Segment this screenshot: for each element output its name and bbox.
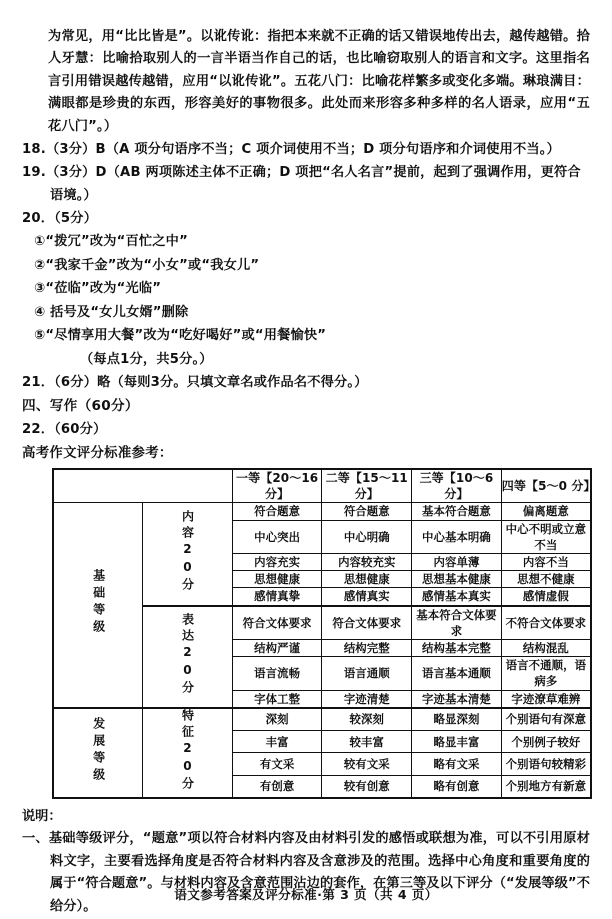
question-20-header: 20．（5分）: [22, 211, 98, 227]
table-header-row: [53, 469, 591, 503]
table-cell: 中心不明或立意不当: [501, 520, 591, 553]
table-cell: 内容较充实: [322, 554, 412, 571]
table-cell: 语言基本通顺: [412, 657, 502, 690]
table-cell: 思想基本健康: [412, 571, 502, 588]
group-label-development-text: 发展等级: [91, 716, 106, 785]
table-cell: 字迹基本清楚: [412, 690, 502, 708]
table-cell: 符合题意: [322, 503, 412, 520]
question-21: 21．（6分）略（每则3分。只填文章名或作品名不得分。）: [22, 375, 368, 391]
question-20-item-5: ⑤“尽情享用大餐”改为“吃好喝好”或“用餐愉快”: [34, 328, 327, 344]
table-cell: 较有创意: [322, 775, 412, 798]
table-cell: 基本符合题意: [412, 503, 502, 520]
question-20-note: （每点1分，共5分。）: [80, 351, 213, 367]
table-cell: 结构严谨: [232, 640, 322, 657]
table-cell: 感情虚假: [501, 588, 591, 606]
table-cell: 感情基本真实: [412, 588, 502, 606]
group-label-basic-text: 基础等级: [91, 569, 106, 638]
table-cell: 深刻: [232, 708, 322, 731]
table-cell: 略有文采: [412, 753, 502, 775]
table-cell: 有创意: [232, 775, 322, 798]
answer-19: [22, 161, 590, 207]
table-cell: 内容不当: [501, 554, 591, 571]
section-4-title: 四、写作（60分）: [22, 398, 139, 415]
table-col-header-3: 三等【10～6 分】: [412, 469, 502, 503]
table-cell: 偏离题意: [501, 503, 591, 520]
answer-19-number: 19.: [22, 165, 46, 181]
table-row: [53, 708, 591, 731]
table-cell: 符合题意: [232, 503, 322, 520]
table-cell: 中心明确: [322, 520, 412, 553]
table-cell: 略显深刻: [412, 708, 502, 731]
answer-18-score: （3分）: [45, 142, 96, 158]
answer-18-number: 18.: [22, 142, 46, 158]
table-cell: 符合文体要求: [232, 606, 322, 640]
table-cell: 个别地方有新意: [501, 775, 591, 798]
table-cell: 略显丰富: [412, 731, 502, 753]
table-cell: 个别语句有深意: [501, 708, 591, 731]
table-cell: 个别语句较精彩: [501, 753, 591, 775]
table-cell: 结构完整: [322, 640, 412, 657]
scoring-table-caption: 高考作文评分标准参考：: [22, 446, 173, 462]
table-cell: 结构基本完整: [412, 640, 502, 657]
passage-continuation: 为常见，用“比比皆是”。以讹传讹：指把本来就不正确的话又错误地传出去，越传越错。拾人牙慧：比喻拾取别人的一言半语当作自己的话，也比喻窃取别人的语言和文字。这里指名言引用错误越传越错，应用“以讹传讹”。五花八门：比喻花样繁多或变化多端。琳琅满目：满眼都是珍贵的东西，形容美好的事物很多。此处而来形容多种多样的名人语录，应用“五花八门”。）: [48, 29, 590, 134]
dimension-label-feature-text: 特征20分: [180, 708, 195, 793]
table-cell: 基本符合文体要求: [412, 606, 502, 640]
answer-19-text: D（AB 两项陈述主体不正确；D 项把“名人名言”提前，起到了强调作用，更符合语境。）: [50, 165, 581, 204]
question-20-item-3: ③“莅临”改为“光临”: [34, 281, 162, 297]
question-22-header: 22．（60分）: [22, 422, 107, 438]
table-cell: 字迹清楚: [322, 690, 412, 708]
scoring-table: [52, 468, 596, 799]
group-label-development: [53, 708, 143, 798]
table-cell: 内容单薄: [412, 554, 502, 571]
dimension-label-content: [143, 503, 233, 606]
table-cell: 思想健康: [322, 571, 412, 588]
table-cell: 思想健康: [232, 571, 322, 588]
table-cell: 略有创意: [412, 775, 502, 798]
table-cell: 感情真挚: [232, 588, 322, 606]
table-cell: 语言通顺: [322, 657, 412, 690]
dimension-label-expression-text: 表达20分: [180, 612, 195, 697]
table-cell: 中心突出: [232, 520, 322, 553]
table-cell: 思想不健康: [501, 571, 591, 588]
table-cell: 有文采: [232, 753, 322, 775]
table-cell: 丰富: [232, 731, 322, 753]
table-cell: 内容充实: [232, 554, 322, 571]
table-cell: 感情真实: [322, 588, 412, 606]
table-cell: 不符合文体要求: [501, 606, 591, 640]
answer-19-score: （3分）: [45, 165, 96, 181]
table-cell: 较丰富: [322, 731, 412, 753]
table-cell: 较深刻: [322, 708, 412, 731]
question-20-item-2: ②“我家千金”改为“小女”或“我女儿”: [34, 257, 260, 273]
table-cell: 字体工整: [232, 690, 322, 708]
table-col-header-4: 四等【5～0 分】: [501, 469, 591, 503]
dimension-label-expression: [143, 606, 233, 708]
table-corner-cell: [53, 469, 232, 503]
table-cell: 符合文体要求: [322, 606, 412, 640]
page-footer: 语文参考答案及评分标准·第 3 页（共 4 页）: [174, 887, 438, 902]
table-cell: 较有文采: [322, 753, 412, 775]
explanation-heading: 说明：: [22, 809, 62, 825]
dimension-label-feature: [143, 708, 233, 798]
table-col-header-1: 一等【20～16 分】: [232, 469, 322, 503]
table-cell: 语言流畅: [232, 657, 322, 690]
table-cell: 结构混乱: [501, 640, 591, 657]
dimension-label-content-text: 内容20分: [180, 509, 195, 594]
group-label-basic: [53, 503, 143, 708]
question-20-item-1: ①“拨冗”改为“百忙之中”: [34, 234, 188, 250]
question-20-item-4: ④ 括号及“女儿女婿”删除: [34, 304, 189, 320]
table-cell: 语言不通顺，语病多: [501, 657, 591, 690]
table-cell: 中心基本明确: [412, 520, 502, 553]
answer-18: [22, 138, 590, 161]
table-cell: 字迹潦草难辨: [501, 690, 591, 708]
answer-18-text: B（A 项分句语序不当；C 项介词使用不当；D 项分句语序和介词使用不当。）: [95, 142, 560, 158]
table-cell: 个别例子较好: [501, 731, 591, 753]
explanation-item-1: 一、基础等级评分，“题意”项以符合材料内容及由材料引发的感悟或联想为准，可以不引用原材料文字，主要看选择角度是否符合材料内容及含意涉及的范围。选择中心角度和重要角度的属于“符合题意”。与材料内容及含意范围沾边的套作，在第三等及以下评分（“发展等级”不给分）。: [22, 831, 590, 914]
table-row: [53, 503, 591, 520]
table-col-header-2: 二等【15～11 分】: [322, 469, 412, 503]
